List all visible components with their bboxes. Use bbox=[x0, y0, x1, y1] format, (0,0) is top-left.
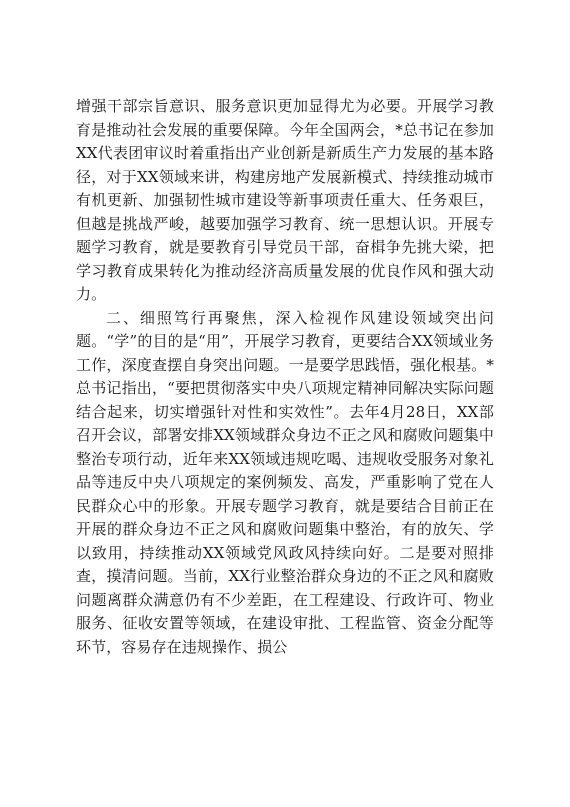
paragraph-2: 二、细照笃行再聚焦，深入检视作风建设领域突出问题。“学”的目的是“用”，开展学习教育，更要结合XX领域业务工作，深度查摆自身突出问题。一是要学思践悟，强化根基。*总书记指出，“要把贯彻落实中央八项规定精神同解决实际问题结合起来，切实增强针对性和实效性”。去年4月28日，XX部召开会议，部署安排XX领域群众身边不正之风和腐败问题集中整治专项行动，近年来XX领域违规吃喝、违规收受服务对象礼品等违反中央八项规定的案例频发、高发，严重影响了党在人民群众心中的形象。开展专题学习教育，就是要结合目前正在开展的群众身边不正之风和腐败问题集中整治，有的放矢、学以致用，持续推动XX领域党风政风持续向好。二是要对照排查，摸清问题。当前，XX行业整治群众身边的不正之风和腐败问题离群众满意仍有不少差距，在工程建设、行政许可、物业服务、征收安置等领域，在建设审批、工程监管、资金分配等环节，容易存在违规操作、损公 bbox=[76, 308, 494, 656]
document-body bbox=[76, 95, 494, 659]
paragraph-1: 增强干部宗旨意识、服务意识更加显得尤为必要。开展学习教育是推动社会发展的重要保障。今年全国两会，*总书记在参加XX代表团审议时着重指出产业创新是新质生产力发展的基本路径，对于XX领域来讲，构建房地产发展新模式、持续推动城市有机更新、加强韧性城市建设等新事项责任重大、任务艰巨，但越是挑战严峻，越要加强学习教育、统一思想认识。开展专题学习教育，就是要教育引导党员干部，奋楫争先挑大梁，把学习教育成果转化为推动经济高质量发展的优良作风和强大动力。 bbox=[76, 97, 494, 303]
